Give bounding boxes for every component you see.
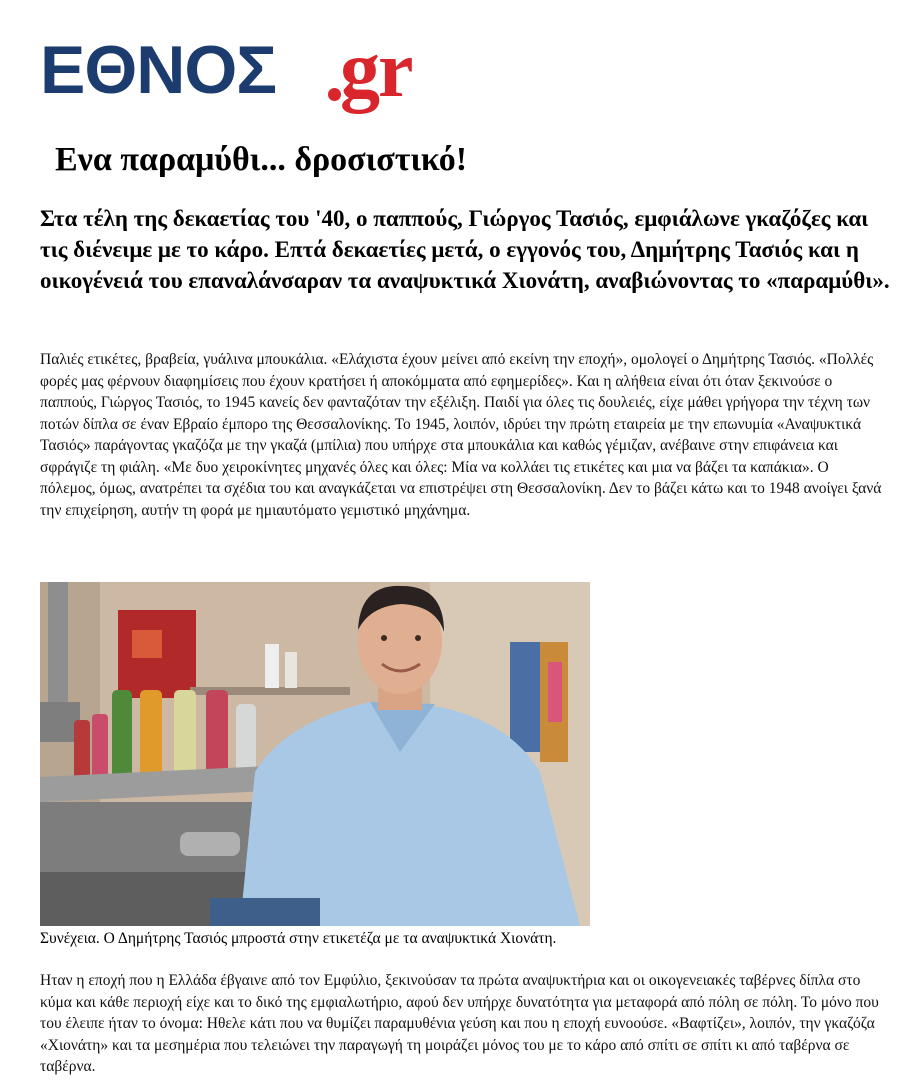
photo-illustration	[40, 582, 590, 926]
logo-wordmark: ΕΘΝΟΣ	[40, 32, 277, 108]
article-title: Ενα παραμύθι... δροσιστικό!	[55, 141, 468, 178]
logo-suffix: gr	[340, 26, 412, 114]
article-paragraph-2: Ηταν η εποχή που η Ελλάδα έβγαινε από τον Εμφύλιο, ξεκινούσαν τα πρώτα αναψυκτήρια και οι οικογενειακές ταβέρνες δίπλα στο κύμα και κάθε περιοχή είχε και το δικό της εμφιαλωτήριο, αφού δεν υπήρχε δυνατότητα για μεταφορά από πόλη σε πόλη. Το μόνο που του έλειπε ήταν το όνομα: Ηθελε κάτι που να θυμίζει παραμυθένια γεύση και που η εποχή ευνοούσε. «Βαφτίζει», λοιπόν, την γκαζόζα «Χιονάτη» και τα μεσημέρια που τελειώνει την παραγωγή τη μοιράζει μόνος του με το κάρο από σπίτι σε σπίτι κι από ταβέρνα σε ταβέρνα.	[40, 972, 879, 1075]
article-photo	[40, 582, 590, 926]
article-paragraph-1: Παλιές ετικέτες, βραβεία, γυάλινα μπουκάλια. «Ελάχιστα έχουν μείνει από εκείνη την εποχή», ομολογεί ο Δημήτρης Τασιός. «Πολλές φορές μας φέρνουν διαφημίσεις που έχουν κρατήσει ή αποκόμματα από εφημερίδες». Και η αλήθεια είναι ότι όταν ξεκινούσε ο παππούς, Γιώργος Τασιός, το 1945 κανείς δεν φανταζόταν την εξέλιξη. Παιδί για όλες τις δουλειές, είχε μάθει γρήγορα την τέχνη των ποτών δίπλα σε έναν Εβραίο έμπορο της Θεσσαλονίκης. Το 1945, λοιπόν, ιδρύει την πρώτη εταιρεία με την επωνυμία «Αναψυκτικά Τασιός» παράγοντας γκαζόζα με την γκαζά (μπίλια) που υπήρχε στα μπουκάλια και καθώς γέμιζαν, ανέβαινε στην επιφάνεια και σφράγιζε τη φιάλη. «Με δυο χειροκίνητες μηχανές όλες και όλες: Μία να κολλάει τις ετικέτες και μια να βάζει τα καπάκια». Ο πόλεμος, όμως, ανατρέπει τα σχέδια του και αναγκάζεται να επιστρέψει στη Θεσσαλονίκη. Δεν το βάζει κάτω και το 1948 ανοίγει ξανά την επιχείρηση, αυτήν τη φορά με ημιαυτόματο γεμιστικό μηχάνημα.	[40, 351, 882, 519]
site-logo[interactable]	[40, 26, 440, 120]
article-lead: Στα τέλη της δεκαετίας του '40, ο παππούς, Γιώργος Τασιός, εμφιάλωνε γκαζόζες και τις διένειμε με το κάρο. Επτά δεκαετίες μετά, ο εγγονός του, Δημήτρης Τασιός και η οικογένειά του επαναλάνσαραν τα αναψυκτικά Χιονάτη, αναβιώνοντας το «παραμύθι».	[40, 206, 890, 293]
photo-caption: Συνέχεια. Ο Δημήτρης Τασιός μπροστά στην ετικετέζα με τα αναψυκτικά Χιονάτη.	[40, 930, 557, 947]
